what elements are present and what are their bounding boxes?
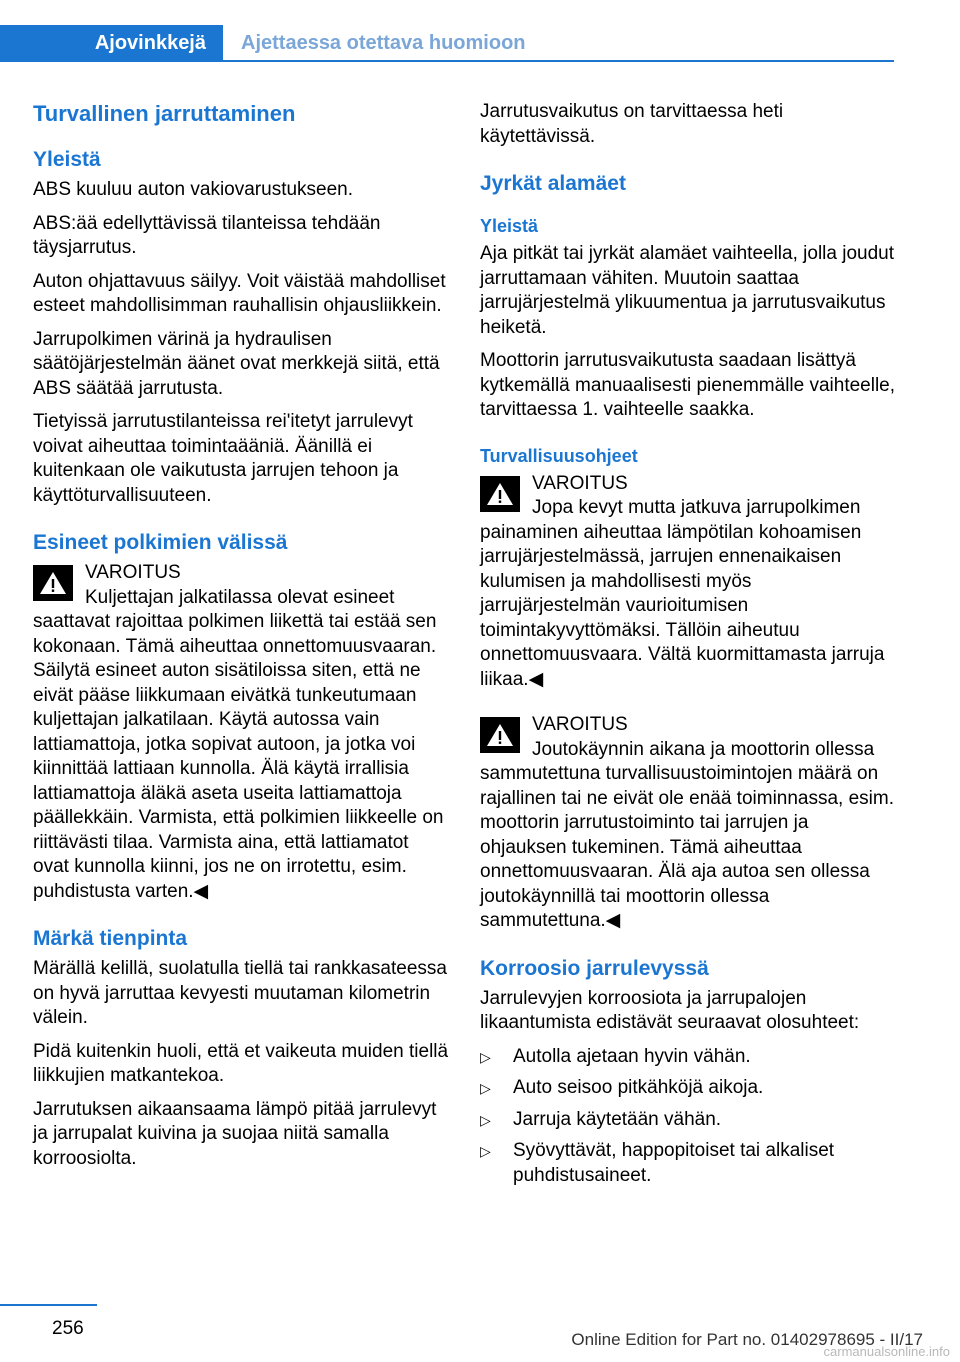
list-item <box>480 1139 896 1188</box>
paragraph: Jarrulevyjen korroosiota ja jarrupalojen likaantumista edistävät seuraavat olosuhteet: <box>480 987 860 1033</box>
warning-first-line: Kuljettajan jalkatilassa olevat esineet <box>85 586 395 608</box>
footer-divider <box>0 1304 97 1306</box>
list-item <box>480 1076 896 1101</box>
paragraph: Moottorin jarrutusvaikutusta saadaan lisättyä kytkemällä manuaalisesti pienemmälle vaihteelle, tarvittaessa 1. vaihteelle saakka. <box>480 350 896 420</box>
page-header <box>0 0 960 62</box>
paragraph: Pidä kuitenkin huoli, että et vaikeuta muiden tiellä liikkujien matkantekoa. <box>33 1040 449 1086</box>
warning-text: sammutettuna turvallisuustoimintojen määrä on rajallinen tai ne eivät ole enää toiminnassa, esim. moottorin jarrutustoiminto tai jarrujen ja ohjauksen tukeminen. Tämä aiheuttaa onnettomuusvaaran. Älä aja autoa sen ollessa joutokäynnillä tai moottorin ollessa sammutettuna.◀ <box>480 763 895 931</box>
paragraph: Tietyissä jarrutustilanteissa rei'itetyt jarrulevyt voivat aiheuttaa toimintaääniä. Äänillä ei kuitenkaan ole vaikutusta jarrujen tehoon ja käyttöturvallisuuteen. <box>33 411 413 506</box>
slopes-heading: Jyrkät alamäet <box>480 172 626 195</box>
tab-ajovinkkeja[interactable]: Ajovinkkejä <box>0 25 223 62</box>
general-heading: Yleistä <box>33 148 101 171</box>
tab-ajettaessa[interactable]: Ajettaessa otettava huomioon <box>241 32 526 54</box>
warning-text: painaminen aiheuttaa lämpötilan kohoamisen jarrujärjestelmässä, jarrujen ennenaikaisen kulumisen ja mahdollisesti myös jarrujärjestelmän vaurioitumisen toimintakyvyttömäksi. Tällöin aiheutuu onnettomuusvaara. Vältä kuormittamasta jarruja liikaa.◀ <box>480 521 885 690</box>
list-item-text: Syövyttävät, happopitoiset tai alkaliset puhdistusaineet. <box>513 1140 835 1186</box>
warning-triangle-icon <box>480 476 520 512</box>
warning-first-line: Jopa kevyt mutta jatkuva jarrupolkimen <box>532 497 861 518</box>
left-column <box>33 100 449 1180</box>
paragraph: Jarrupolkimen värinä ja hydraulisen säätöjärjestelmän äänet ovat merkkejä siitä, että ABS säätää jarrutusta. <box>33 328 440 399</box>
slopes-general-heading: Yleistä <box>480 216 539 236</box>
list-item <box>480 1108 896 1133</box>
paragraph: Märällä kelillä, suolatulla tiellä tai rankkasateessa on hyvä jarruttaa kevyesti muutaman kilometrin välein. <box>33 958 447 1028</box>
bullet-list <box>480 1045 896 1189</box>
edition-text: Online Edition for Part no. 01402978695 - II/17 <box>571 1330 923 1349</box>
warning-first-line: Joutokäynnin aikana ja moottorin ollessa <box>532 738 875 760</box>
safety-heading: Turvallisuusohjeet <box>480 445 638 466</box>
wet-heading: Märkä tienpinta <box>33 927 188 950</box>
paragraph: Jarrutusvaikutus on tarvittaessa heti käytettävissä. <box>480 101 784 147</box>
right-column <box>480 100 896 1195</box>
triangle-bullet-icon: ▷ <box>480 1080 491 1096</box>
triangle-bullet-icon: ▷ <box>480 1111 491 1128</box>
warning-title: VAROITUS <box>532 472 628 494</box>
corrosion-heading: Korroosio jarrulevyssä <box>480 956 709 980</box>
list-item-text: Autolla ajetaan hyvin vähän. <box>513 1045 751 1067</box>
warning-text: saattavat rajoittaa polkimen liikettä tai estää sen kokonaan. Tämä aiheuttaa onnettomuusvaaran. Säilytä esineet auton sisätiloissa siten, että ne eivät pääse liikkumaan eivätkä tunkeutumaan kuljettajan jalkatilaan. Käytä autossa vain lattiamattoja, jotka sopivat autoon, ja jotka voi kiinnittää lattiaan kunnolla. Älä käytä irrallisia lattiamattoja äläkä aseta useita lattiamattoja päällekkäin. Varmista, että polkimien liikkeelle on riittävästi tilaa. Varmista aina, että lattiamatot ovat kunnolla kiinni, jos ne on irrotettu, esim. puhdistusta varten.◀ <box>33 611 444 902</box>
triangle-bullet-icon: ▷ <box>480 1143 491 1159</box>
triangle-bullet-icon: ▷ <box>480 1048 491 1065</box>
warning-triangle-icon <box>33 565 73 601</box>
paragraph: Auton ohjattavuus säilyy. Voit väistää mahdolliset esteet mahdollisimman rauhallisin ohjausliikkein. <box>33 270 446 316</box>
section-title: Turvallinen jarruttaminen <box>33 101 296 126</box>
list-item <box>480 1045 896 1070</box>
warning-block <box>480 713 896 934</box>
warning-triangle-icon <box>480 717 520 753</box>
list-item-text: Auto seisoo pitkähköjä aikoja. <box>513 1077 764 1098</box>
page-number: 256 <box>52 1318 84 1339</box>
list-item-text: Jarruja käytetään vähän. <box>513 1108 722 1130</box>
header-divider <box>223 60 894 62</box>
warning-block <box>33 561 449 904</box>
warning-title: VAROITUS <box>532 714 628 735</box>
paragraph: ABS:ää edellyttävissä tilanteissa tehdään täysjarrutus. <box>33 212 381 258</box>
warning-title: VAROITUS <box>85 562 181 583</box>
paragraph: ABS kuuluu auton vakiovarustukseen. <box>33 179 354 200</box>
paragraph: Jarrutuksen aikaansaama lämpö pitää jarrulevyt ja jarrupalat kuivina ja suojaa niitä samalla korroosiolta. <box>33 1098 437 1169</box>
objects-heading: Esineet polkimien välissä <box>33 531 288 554</box>
watermark: carmanualsonline.info <box>823 1344 950 1359</box>
paragraph: Aja pitkät tai jyrkät alamäet vaihteella, jolla joudut jarruttamaan vähiten. Muutoin saattaa jarrujärjestelmä ylikuumentua ja jarrutusvaikutus heiketä. <box>480 243 895 338</box>
warning-block <box>480 472 896 693</box>
